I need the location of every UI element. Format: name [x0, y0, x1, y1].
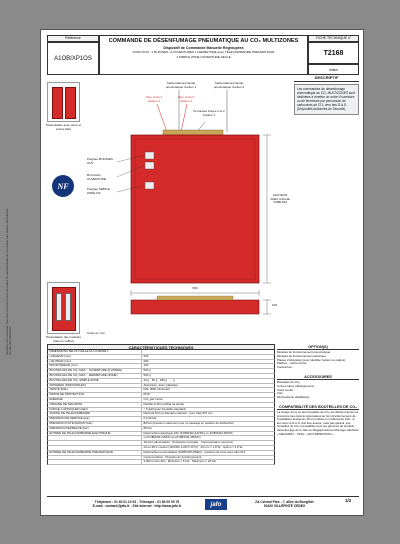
tech-value: Déclencheur pneumatique (KOBIXOP-PNEU) : pression de zone avec tube Ø 6: [143, 450, 246, 454]
label-cotes: Cotes en mm: [87, 331, 105, 335]
footer-phone: Téléphone : 01 60 01 10 92 - Télécopie : 01 60 00 00 79: [94, 500, 180, 504]
tech-value: IP40: [143, 393, 150, 397]
accessory-item: Cornes tubes (rallongement),: [277, 383, 315, 388]
description-text: Les commandes de désenfumage pneumatique au CO₂ MULTIZONES sont destinées à émettre un ordre d'ouverture ou de fermeture par percussion de cartouches de CO₂ vers des D.A.S. (Dispositifs Actionnés de Sécurité).: [294, 84, 359, 115]
tech-value: Raccord 6x4 ou diamètre intérieur : pour tube Ø 6 mm: [143, 412, 213, 416]
tech-key: LARGEUR (mm): [48, 355, 142, 359]
side-disclaimer: Document non contractuel. Nous nous réservons le droit de modifier les caractéristiques de nos produits sans préavis. Reproduction interdite sans autorisation.: [6, 208, 12, 355]
footer-email[interactable]: E-mail : contact@jafo.fr - Site Internet : http://www.jafo.fr: [92, 504, 182, 509]
label-depth: 100: [272, 303, 278, 307]
tech-value: 500 g: [143, 373, 151, 377]
function-line-2: 1 SIMPLE ZONE OUVERTURE SEULE: [176, 54, 231, 59]
module-b: [65, 293, 71, 321]
options-title: OPTION(S): [277, 344, 359, 350]
option-item: Cartouches.: [277, 365, 293, 370]
label-sortie-right: Sortie télécommande pneumatique Canton 2: [213, 81, 245, 89]
tech-value: 80 bar: [143, 426, 152, 430]
label-ouv-zone-2: Ouv. zone 2 Canton 1: [178, 95, 194, 103]
accessory-item: Bouteilles de CO₂: [277, 379, 300, 384]
label-bi-fonction: Bi fonction OUVERTURE: [87, 173, 106, 181]
accessory-item: Clef,: [277, 391, 283, 396]
tech-value: 3,000 normo-litre · Minimum = 6 bar · Maximum = 20 bar: [143, 460, 217, 464]
technical-drawing: [87, 82, 291, 340]
tech-value: Pastille et bris (coffret de poste): [143, 402, 185, 406]
right-column: [277, 344, 359, 436]
tech-value: 80 bar (pression maximum pour un passage en position du déclenché): [143, 421, 234, 425]
page-subtitle: Dispositif de Commande Manuelle Regroupées: [163, 45, 244, 50]
datasheet-page: [40, 29, 364, 516]
tech-key: MATIÈRES (PRINCIPALES): [48, 384, 142, 388]
fiche-label: FICHE TECHNIQUE n°: [308, 35, 359, 42]
label-fermeture: Fermeture Zones 1 et 2 Canton 1: [193, 109, 225, 117]
tech-key: PRESSION D'UTILISATION (bar): [48, 422, 142, 426]
drawing-svg: [87, 82, 291, 340]
tech-key: PRESSION DE SERVICE (bar): [48, 417, 142, 421]
thumb-modules: [47, 282, 80, 334]
tech-key: FORCE À APPLIQUER (daN): [48, 408, 142, 412]
option-item: Platines - cache fumée.: [277, 361, 308, 366]
label-sortie-left: Sortie télécommande pneumatique Canton 1: [165, 81, 197, 89]
accessories-list: [277, 381, 359, 400]
description-panel: [294, 75, 359, 115]
thumb-caption-1: Présentation avec porte et portes fado: [45, 123, 82, 131]
cabinet-door-left: [52, 87, 63, 119]
tech-key: PRESSION D'ÉPREUVE (bar): [48, 427, 142, 431]
tech-key: INDICE DE PROTECTION: [48, 393, 142, 397]
tech-key: [48, 460, 142, 464]
page-title: COMMANDE DE DÉSENFUMAGE PNEUMATIQUE AU CO₂ MULTIZONES: [108, 38, 299, 44]
tech-key: DIMENSIONS SELON TAILLE DU COFFRET: [48, 350, 142, 354]
label-ouv-zone-1: Ouv. zone 1 Canton 1: [146, 95, 162, 103]
tech-key: SORTIE DE TÉLÉCOMMANDE: [48, 412, 142, 416]
tech-key: ENERGIE: [48, 398, 142, 402]
tech-key: HAUTEUR (mm): [48, 360, 142, 364]
tech-value: RAL 3000 (tinctoriel): [143, 388, 170, 392]
tech-value: 500: [143, 354, 149, 358]
label-width: 500: [187, 287, 203, 291]
footer: [47, 496, 359, 512]
module-a: [56, 293, 62, 321]
thumb-caption-2: Présentation des modules (dans le coffret): [46, 335, 81, 343]
tech-value: Aluminium, acier, plastique: [143, 383, 178, 387]
tech-key: BOUTEILLES DE CO₂ MAX. : FERMETURE (ZONE): [48, 374, 142, 378]
table-row: [47, 460, 275, 465]
header: [47, 35, 359, 75]
tech-key: BOUTEILLES DE CO₂ MAX. : OUVERTURE (6 ZONES): [48, 369, 142, 373]
footer-address-1: ZA Central Parc - 7, allée du Bongiller: [255, 500, 314, 504]
tech-value: 42 g · 60 g · 180 g · ... g: [143, 378, 175, 382]
function-line-1: FONCTION : 1 Bi ZONES, 3 OUVERTURES 1 FERMETURE avec TÉLÉCOMMANDE PNEUMATIQUE: [132, 49, 275, 54]
tech-table-title: CARACTÉRISTIQUES TECHNIQUES: [47, 344, 275, 350]
tech-value: Déclencheur électrique 24V (KOBIXAR-24VDC) ou KOBIXAR-48VDC: [143, 431, 233, 435]
ref-label: Référence: [47, 35, 99, 42]
tech-key: [48, 446, 142, 450]
fiche-number: T2168: [308, 42, 359, 64]
tech-key: [48, 441, 142, 445]
accessories-title: ACCESSOIRES: [277, 374, 359, 380]
accessory-item: Mercredonne détaillée(s).: [277, 395, 310, 400]
tech-key: ENTRÉE DE TÉLÉCOMMANDE PNEUMATIQUE: [48, 451, 142, 455]
option-item: Modules de fonctionnement électrique.: [277, 353, 327, 358]
tech-value: < 5 daN (pour bouteille standard): [143, 407, 186, 411]
tech-value: Consommation · Pression de fonctionnement: [143, 455, 202, 459]
label-poignee-bi-zones: Poignée BI ZONES OUV: [87, 157, 113, 165]
tech-value: 6 à 20 bar: [143, 417, 157, 421]
label-poignee-simple-zone: Poignée SIMPLE ZONE OS: [87, 187, 110, 195]
footer-address-2: 92420 VILLEPINTE CEDEX: [263, 504, 306, 509]
tech-key: [48, 436, 142, 440]
tech-value: ou KOBIXAR-24VDC (ou KOBIXAR-48VDC): [143, 436, 201, 440]
indice-label: Indice: [308, 64, 359, 75]
tech-value: [142, 350, 274, 354]
tech-key: TEINTE (RAL): [48, 388, 142, 392]
tech-key: PROFONDEUR (mm): [48, 364, 142, 368]
page-number: 1/2: [344, 498, 352, 503]
tech-value: CO₂ gaz inerte: [143, 397, 163, 401]
tech-value: 500 g: [143, 369, 151, 373]
ref-value: A1OBIXP1OS: [47, 42, 99, 75]
tech-value: Tension alimentation · Puissance nominale · Consommation moyenne: [143, 441, 233, 445]
option-item: Plaque d'obturation (pour identifier l'action ou paliers).: [277, 357, 346, 362]
footer-contact: [77, 500, 197, 509]
tech-key: ORGANE DE SÉCURITÉ: [48, 403, 142, 407]
thumb-with-doors: [47, 82, 80, 122]
accessory-item: Carré soudé,: [277, 387, 294, 392]
tech-value: 24 ou 48 V continu (110VDC à 20°C ±0°C) · 24 mm = 1,8 W · optimo = 1,8 W: [143, 445, 243, 449]
tech-rows: [47, 350, 275, 465]
option-item: Modules de fonctionnement pneumatique.: [277, 350, 331, 354]
options-list: [277, 351, 359, 370]
tech-value: 600: [143, 359, 149, 363]
description-title: DESCRIPTIF: [294, 75, 359, 82]
cabinet-door-right: [65, 87, 76, 119]
nf-logo: NF: [52, 175, 74, 197]
label-height: HAUTEUR AVEC CACHE TUBE 600: [270, 193, 290, 205]
compat-text: La charge de la ou des bouteilles de CO₂ est définie d'après les pressions des canons nécessaires au bon fonctionnement de l'installation desservie. Pour produits non référencés Jafo : le lien avec le D.A.S. doit être assuré, mais pas garanti. Les bouteilles de CO₂ compatibles avec les gammes de produits désenfumage de la Jafo en Mégaproduit par Montage Gâchette « NEGAMOV - VRILL - ANTI-RETENTION ».: [277, 409, 359, 436]
tech-key: [48, 456, 142, 460]
compat-title: COMPATIBILITÉ DES BOUTEILLES DE CO₂: [277, 404, 359, 410]
tech-table: [47, 344, 275, 465]
title-box: [99, 35, 308, 75]
jafo-logo: jafo: [205, 499, 227, 510]
tech-value: 100: [143, 364, 149, 368]
footer-address: [237, 500, 332, 509]
tech-key: ENTRÉE DE TÉLÉCOMMANDE ÉLECTRIQUE: [48, 432, 142, 436]
tech-key: BOUTEILLES DE CO₂ SIMPLE ZONE: [48, 379, 142, 383]
